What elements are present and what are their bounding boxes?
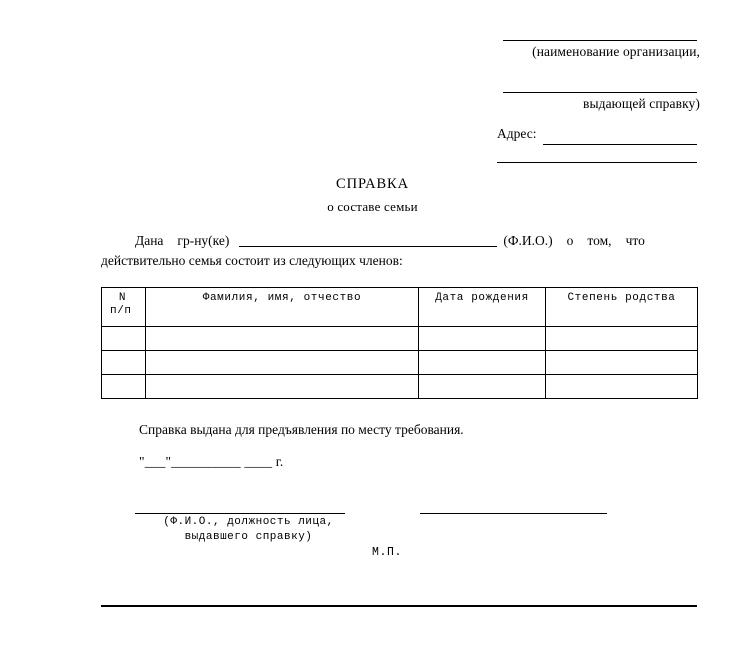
cell-fullname[interactable] [146,351,419,375]
cell-number[interactable] [102,351,146,375]
cell-number[interactable] [102,327,146,351]
page-subtitle: о составе семьи [327,199,418,214]
issued-for-text: Справка выдана для предъявления по месту требования. [139,422,464,437]
cell-birthdate[interactable] [419,375,546,399]
column-header-number [102,288,146,327]
org-issuing-caption: выдающей справку) [582,96,700,111]
intro-fio-hint: (Ф.И.О.) [503,233,553,248]
org-name-rule-2 [503,92,697,93]
page-bottom-rule [101,605,697,607]
cell-fullname[interactable] [146,327,419,351]
cell-birthdate[interactable] [419,351,546,375]
intro-second-line: действительно семья состоит из следующих членов: [101,253,403,268]
column-header-number-line1: N [118,292,127,304]
page-title: СПРАВКА [336,176,409,192]
intro-tail-2: том, [587,233,612,248]
intro-tail-1: о [566,233,574,248]
signature-rule-right [420,513,607,514]
table-row[interactable] [102,351,698,375]
cell-relation[interactable] [546,351,698,375]
family-members-table [101,287,698,399]
org-name-rule-1 [503,40,697,41]
table-body [102,327,698,399]
table-header-row [102,288,698,327]
signature-caption [141,515,356,545]
signature-caption-line2: выдавшего справку) [184,531,313,543]
column-header-number-line2: п/п [110,305,132,317]
cell-number[interactable] [102,375,146,399]
intro-tail-3: что [625,233,645,248]
intro-paragraph [101,231,697,271]
signature-caption-line1: (Ф.И.О., должность лица, [163,516,334,528]
org-name-caption-block [430,43,700,61]
column-header-birthdate: Дата рождения [419,288,546,327]
org-issuing-caption-block [430,95,700,113]
cell-fullname[interactable] [146,375,419,399]
recipient-name-blank[interactable] [239,246,497,247]
signature-rule-left [135,513,345,514]
cell-relation[interactable] [546,327,698,351]
table-row[interactable] [102,375,698,399]
org-name-caption: (наименование организации, [532,44,700,59]
date-line[interactable]: "___"__________ ____ г. [139,454,284,469]
column-header-relation: Степень родства [546,288,698,327]
column-header-fullname: Фамилия, имя, отчество [146,288,419,327]
cell-birthdate[interactable] [419,327,546,351]
intro-lead: Дана [135,233,164,248]
cell-relation[interactable] [546,375,698,399]
stamp-placeholder: М.П. [372,546,403,559]
intro-recipient: гр-ну(ке) [177,233,230,248]
address-label: Адрес: [497,126,537,141]
address-rule-1 [543,144,697,145]
table-row[interactable] [102,327,698,351]
address-rule-2 [497,162,697,163]
